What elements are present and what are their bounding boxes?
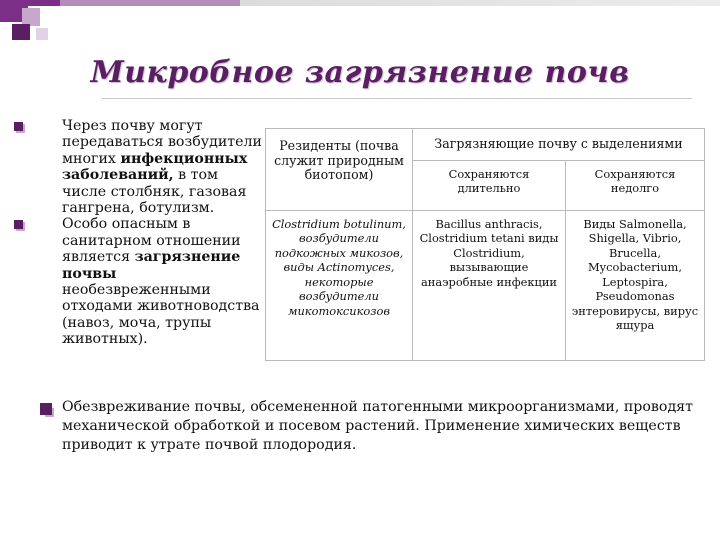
table-row <box>266 210 705 360</box>
bullet-text: необезвреженными отходами животноводства (навоз, моча, трупы животных). <box>62 282 260 348</box>
square-bullet-icon <box>40 403 52 415</box>
slide-title: Микробное загрязнение почв <box>90 55 630 90</box>
bullet-text: Особо опасным в санитарном отношении является <box>62 216 241 266</box>
header-residents: Резиденты (почва служит природным биотопом) <box>266 129 413 211</box>
bullet-item <box>14 216 266 347</box>
bullet-text-bold: инфекционных заболеваний, <box>62 150 248 184</box>
title-underline <box>102 98 692 99</box>
bullet-list <box>14 118 266 348</box>
microbe-table <box>265 128 705 361</box>
bullet-item <box>14 118 266 216</box>
header-polluting: Загрязняющие почву с выделениями <box>413 129 705 161</box>
table-row <box>266 129 705 161</box>
deco-square <box>12 24 30 40</box>
cell-long: Bacillus anthracis, Clostridium tetani виды Clostridium, вызывающие анаэробные инфекции <box>413 210 566 360</box>
bottom-note <box>40 398 700 455</box>
bottom-bullet <box>40 398 700 455</box>
bullet-text: Через почву могут передаваться возбудители многих <box>62 118 263 167</box>
deco-square <box>36 28 48 40</box>
cell-short: Виды Salmonella, Shigella, Vibrio, Brucella, Mycobacterium, Leptospira, Pseudomonas энтеровирусы, вирус ящура <box>566 210 705 360</box>
bottom-bullet-text: Обезвреживание почвы, обсемененной патогенными микроорганизмами, проводят механической обработкой и посевом растений. Применение химических веществ приводит к утрате почвой плодородия. <box>62 399 693 453</box>
cell-residents: Clostridium botulinum, возбудители подкожных микозов, виды Actinomyces, некоторые возбудители микотоксикозов <box>266 210 413 360</box>
subheader-short: Сохраняются недолго <box>566 160 705 210</box>
subheader-long: Сохраняются длительно <box>413 160 566 210</box>
bullet-text: в том числе столбняк, газовая гангрена, ботулизм. <box>62 167 247 217</box>
square-bullet-icon <box>14 122 23 131</box>
bullet-text-bold: загрязнение почвы <box>62 249 241 282</box>
top-bar-decoration <box>0 0 720 6</box>
square-bullet-icon <box>14 220 23 229</box>
